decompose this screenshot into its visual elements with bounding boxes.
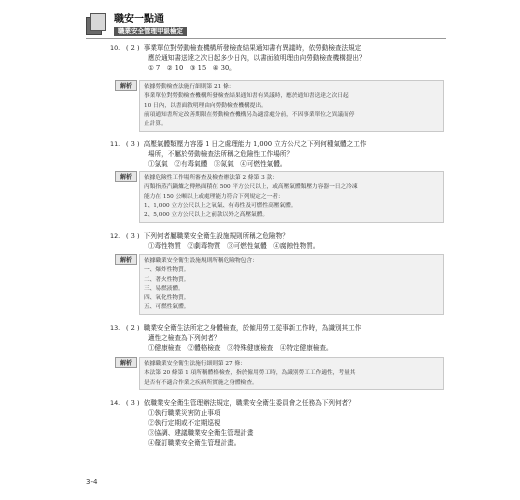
question-text: 事業單位對勞動檢查機構所發檢查結果通知書有異議時，依勞動檢查法規定	[143, 44, 362, 52]
question-number: 11.	[110, 140, 121, 148]
explanation-label: 解析	[115, 357, 137, 368]
question-number: 10.	[110, 44, 121, 52]
question-options: ① 7 ② 10 ③ 15 ④ 30。	[148, 64, 236, 72]
question-text: 適性之檢查為下列何者？	[148, 334, 221, 342]
explanation-box	[139, 80, 444, 132]
question-text: 應於通知書送達之次日起多少日內，以書面敘明理由向勞動檢查機構提出？	[148, 54, 366, 62]
explanation-line: 止計算。	[144, 121, 167, 128]
question-options: ①健康檢查 ②體格檢查 ③特殊健康檢查 ④特定健康檢查。	[148, 344, 333, 352]
question-options: ①毒性物質 ②劇毒物質 ③可燃性氣體 ④腐蝕性物質。	[148, 242, 320, 250]
question-text: 依職業安全衛生管理辦法規定，職業安全衛生委員會之任務為下列何者？	[143, 399, 355, 407]
question-number: 12.	[110, 232, 121, 240]
explanation-line: 依據職業安全衛生設施規則所稱危險物包含：	[144, 258, 258, 264]
question-text: 職業安全衛生法所定之身體檢查，於僱用勞工從事新工作時，為識別其工作	[143, 324, 362, 332]
question-12	[110, 231, 440, 251]
explanation-box	[139, 171, 444, 223]
explanation-line: 依據危險性工作場所審查及檢查辦法第 2 條第 3 款：	[144, 175, 278, 181]
book-header	[86, 10, 187, 40]
explanation-line: 一、爆炸性物質。	[144, 267, 190, 274]
question-13	[110, 323, 440, 353]
question-answer: ( 3 )	[126, 232, 140, 240]
question-answer: ( 3 )	[126, 140, 140, 148]
explanation-box	[139, 357, 444, 390]
series-title: 職安一點通	[114, 14, 164, 25]
explanation-line: 五、可燃性氣體。	[144, 304, 190, 311]
book-subtitle: 職業安全管理甲級檢定	[114, 27, 187, 36]
explanation-line: 能力在 150 公噸以上或處理能力符合下列規定之一者：	[144, 193, 284, 200]
explanation-line: 依據職業安全衛生法施行細則第 27 條：	[144, 361, 246, 367]
explanation-label: 解析	[115, 80, 137, 91]
explanation-line: 前項通知書所定改善期限在勞動檢查機構另為適當處分前，不因事業單位之異議而停	[144, 111, 355, 118]
explanation-line: 丙類指蒸汽鍋爐之傳熱面積在 500 平方公尺以上，或高壓氣體類壓力容器一日之冷凍	[144, 184, 358, 191]
explanation-line: 二、著火性物質。	[144, 276, 190, 283]
question-option: ③協調、建議職業安全衛生管理計畫	[148, 429, 254, 437]
explanation-line: 本法第 20 條第 1 項所稱體格檢查，指於僱用勞工時，為識別勞工工作適性，考量其	[144, 370, 356, 377]
explanation-line: 10 日內，以書面敘明理由向勞動檢查機構提出。	[144, 102, 267, 109]
question-option: ①執行職業災害防止事項	[148, 409, 221, 417]
explanation-label: 解析	[115, 254, 137, 265]
book-icon	[86, 13, 108, 37]
header-divider	[86, 38, 446, 39]
explanation-label: 解析	[115, 171, 137, 182]
question-option: ②執行定期或不定期巡視	[148, 419, 221, 427]
explanation-box	[139, 254, 444, 315]
question-10	[110, 43, 440, 73]
question-option: ④釐訂職業安全衛生管理計畫。	[148, 439, 241, 447]
question-number: 14.	[110, 399, 121, 407]
question-answer: ( 2 )	[126, 324, 140, 332]
explanation-line: 是否有不適合作業之疾病所實施之身體檢查。	[144, 379, 258, 386]
explanation-line: 四、氧化性物質。	[144, 295, 190, 302]
question-text: 下列何者屬職業安全衛生設施規則所稱之危險物？	[143, 232, 289, 240]
question-11	[110, 139, 440, 169]
question-14	[110, 398, 440, 448]
question-options: ①氯氣 ②有毒氣體 ③氮氣 ④可燃性氣體。	[148, 160, 287, 168]
explanation-line: 三、易燃液體。	[144, 285, 184, 292]
question-number: 13.	[110, 324, 121, 332]
explanation-line: 事業單位對勞動檢查機構所發檢查結果通知書有異議時，應於通知書送達之次日起	[144, 93, 349, 100]
question-answer: ( 3 )	[126, 399, 140, 407]
page-number: 3-4	[86, 478, 98, 486]
explanation-line: 1、1,000 立方公尺以上之氧氣、有毒性及可燃性高壓氣體。	[144, 202, 297, 209]
question-answer: ( 2 )	[126, 44, 140, 52]
explanation-line: 2、5,000 立方公尺以上之前款以外之高壓氣體。	[144, 212, 269, 219]
question-text: 高壓氣體類壓力容器 1 日之處理能力 1,000 立方公尺之下列何種氣體之工作	[143, 140, 367, 148]
question-text: 場所，不屬於勞動檢查法所稱之危險性工作場所？	[148, 150, 294, 158]
explanation-line: 依據勞動檢查法施行細則第 21 條：	[144, 84, 235, 90]
